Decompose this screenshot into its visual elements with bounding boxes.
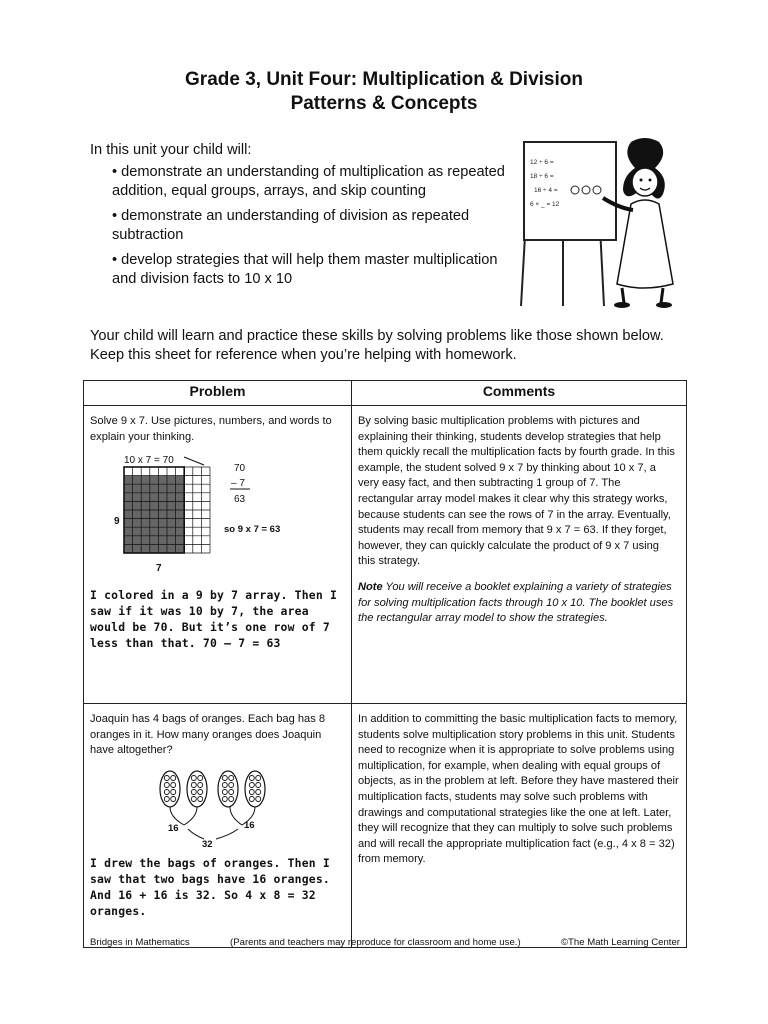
title-line-2: Patterns & Concepts xyxy=(290,93,478,114)
total: 32 xyxy=(202,838,213,847)
table-header-row xyxy=(84,381,687,406)
goal-list xyxy=(90,163,510,289)
examples-table xyxy=(83,380,687,948)
figure-top-label: 10 x 7 = 70 xyxy=(124,455,174,467)
title-line-1: Grade 3, Unit Four: Multiplication & Division xyxy=(185,69,583,90)
goal-text: develop strategies that will help them master multiplication and division facts to 10 x 10 xyxy=(112,252,498,287)
orange-bag xyxy=(245,771,265,807)
goal-item xyxy=(112,251,510,289)
practice-text: Your child will learn and practice these skills by solving problems like those shown below. Keep this sheet for reference when you’re helping with homework. xyxy=(90,328,664,363)
bullet-glyph: • xyxy=(112,208,118,224)
problem-cell xyxy=(84,406,352,704)
calc-line-2: – 7 xyxy=(231,478,245,490)
goal-item xyxy=(112,207,510,245)
footer-left: Bridges in Mathematics xyxy=(90,937,190,948)
girl-at-whiteboard-icon xyxy=(518,138,688,310)
right-sum: 16 xyxy=(244,819,255,831)
shaded-array xyxy=(124,476,184,553)
goal-item xyxy=(112,163,510,201)
comment-cell xyxy=(352,704,687,948)
orange-bag xyxy=(218,771,238,807)
page-title xyxy=(0,68,768,116)
goal-text: demonstrate an understanding of division as repeated subtraction xyxy=(112,208,470,243)
page-footer xyxy=(90,937,680,948)
figure-left-label: 9 xyxy=(114,516,120,528)
calc-line-1: 70 xyxy=(234,463,246,475)
student-answer: I drew the bags of oranges. Then I saw that two bags have 16 oranges. And 16 + 16 is 32. So 4 x 8 = 32 oranges. xyxy=(90,855,330,918)
board-line: 18 ÷ 6 = xyxy=(530,173,554,180)
intro-section xyxy=(90,141,510,295)
problem-cell xyxy=(84,704,352,948)
left-sum: 16 xyxy=(168,822,179,834)
oranges-figure xyxy=(90,769,310,847)
orange-bag xyxy=(160,771,180,807)
board-line: 12 ÷ 6 = xyxy=(530,159,554,166)
comments-header: Comments xyxy=(352,381,687,406)
array-figure xyxy=(90,455,310,579)
figure-bottom-label: 7 xyxy=(156,563,162,575)
comment-cell xyxy=(352,406,687,704)
comment-text: By solving basic multiplication problems with pictures and explaining their thinking, students develop strategies that help them quickly recall the multiplication facts by fourth grade. In this example, the student solved 9 x 7 by thinking about 10 x 7, a very easy fact, and then subtracting 1 group of 7. The rectangular array model makes it clear why this strategy works, because students can see the rows of 7 in the array. Eventually, students may recall from memory that 9 x 7 = 63. If they forget, however, they can quickly calculate the product of 9 x 7 using this strategy. xyxy=(358,415,675,568)
table-row xyxy=(84,704,687,948)
board-line: 16 ÷ 4 = xyxy=(534,187,558,194)
calc-line-3: 63 xyxy=(234,494,246,506)
goal-text: demonstrate an understanding of multiplication as repeated addition, equal groups, arrays, and skip counting xyxy=(112,164,505,199)
problem-text: Solve 9 x 7. Use pictures, numbers, and words to explain your thinking. xyxy=(90,415,332,443)
board-line: 6 × _ = 12 xyxy=(530,201,560,208)
orange-bag xyxy=(187,771,207,807)
bullet-glyph: • xyxy=(112,252,118,268)
table-row xyxy=(84,406,687,704)
footer-middle: (Parents and teachers may reproduce for classroom and home use.) xyxy=(230,937,521,948)
footer-right: ©The Math Learning Center xyxy=(560,937,680,948)
note-label: Note xyxy=(358,580,383,593)
figure-result: so 9 x 7 = 63 xyxy=(224,524,281,536)
bullet-glyph: • xyxy=(112,164,118,180)
note-paragraph xyxy=(358,580,679,627)
student-answer: I colored in a 9 by 7 array. Then I saw if it was 10 by 7, the area would be 70. But it’s one row of 7 less than that. 70 – 7 = 63 xyxy=(90,588,338,651)
problem-text: Joaquin has 4 bags of oranges. Each bag has 8 oranges in it. How many oranges does Joaquin have altogether? xyxy=(90,713,325,757)
comment-text: In addition to committing the basic multiplication facts to memory, students solve multiplication story problems in this unit. Students need to recognize when it is appropriate to solve problems using multiplication, for example, when dealing with equal groups of objects, as in the problem at left. Before they have mastered their multiplication facts, students may solve such problems with drawings and computational strategies like the one at left. Later, they will recognize that they can multiply to solve such problems and will recall the appropriate multiplication fact (e.g., 4 x 8 = 32) from memory. xyxy=(358,713,679,866)
intro-lead: In this unit your child will: xyxy=(90,142,252,158)
note-text: You will receive a booklet explaining a variety of strategies for solving multiplication facts through 10 x 10. The booklet uses the rectangular array model to show the strategies. xyxy=(358,580,674,625)
problem-header: Problem xyxy=(84,381,352,406)
